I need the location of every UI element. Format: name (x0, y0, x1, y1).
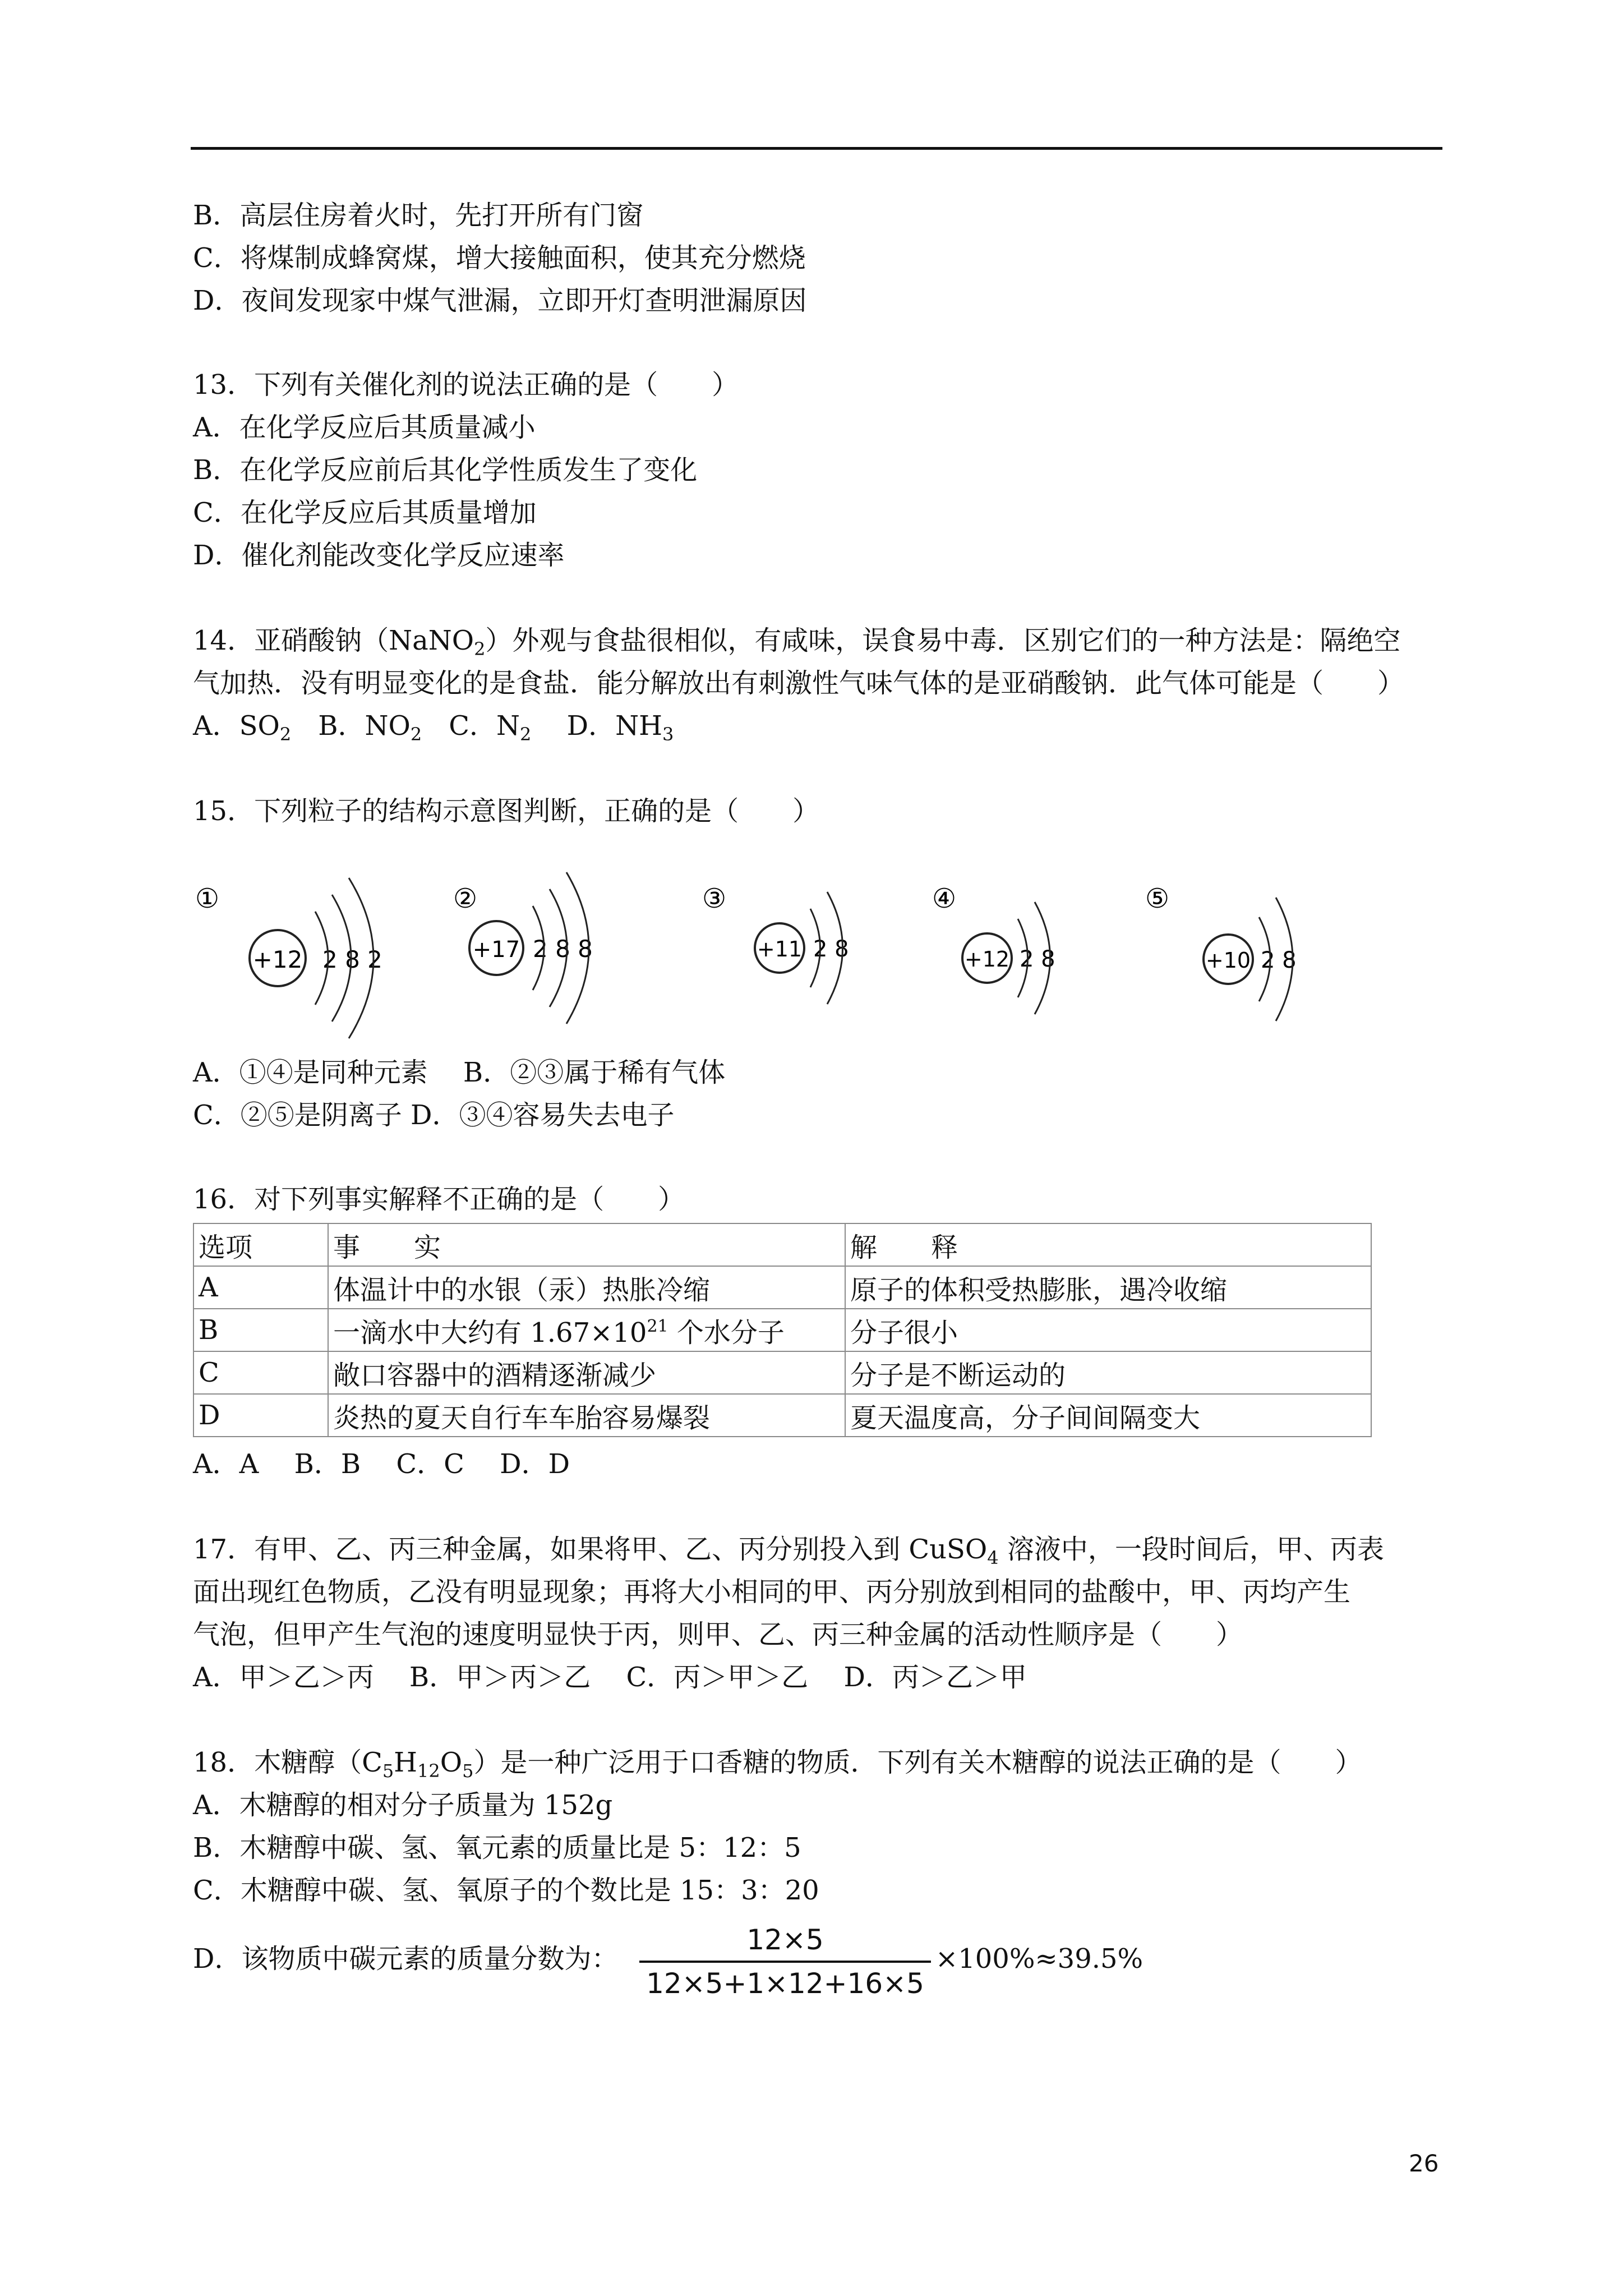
q17-stem-line1: 17．有甲、乙、丙三种金属，如果将甲、乙、丙分别投入到 CuSO$_4$ 溶液中，一段时间后，甲、丙表 (193, 1534, 1384, 1568)
q13-option-a: A．在化学反应后其质量减小 (193, 412, 536, 443)
header-option: 选项 (193, 1223, 328, 1266)
q14-stem-line1: 14．亚硝酸钠（NaNO$_2$）外观与食盐很相似，有咸味，误食易中毒．区别它们的一种方法是：隔绝空 (193, 625, 1401, 660)
row-option: C (193, 1351, 328, 1394)
atom-structure-diagrams (185, 864, 1363, 1049)
q13-stem: 13．下列有关催化剂的说法正确的是（ ） (193, 369, 739, 401)
atom-2-label: ② (453, 883, 478, 914)
atom-5-shells: 2 8 (1261, 947, 1297, 973)
q14-stem-line2: 气加热．没有明显变化的是食盐．能分解放出有刺激性气味气体的是亚硝酸钠．此气体可能是（ ） (193, 668, 1405, 699)
table-row (193, 1351, 1371, 1394)
q16-stem: 16．对下列事实解释不正确的是（ ） (193, 1184, 685, 1215)
atom-1-label: ① (195, 883, 220, 914)
q12-option-d: D．夜间发现家中煤气泄漏，立即开灯查明泄漏原因 (193, 285, 807, 316)
atom-diagram-3 (702, 883, 849, 1004)
row-fact: 炎热的夏天自行车车胎容易爆裂 (328, 1394, 845, 1437)
q18-fraction (639, 1921, 931, 2002)
row-reason: 夏天温度高，分子间间隔变大 (845, 1394, 1371, 1437)
atom-3-nucleus: +11 (757, 937, 803, 961)
atom-4-label: ④ (932, 883, 957, 914)
atom-1-nucleus: +12 (252, 946, 303, 973)
atom-2-nucleus: +17 (472, 937, 520, 963)
q12-option-c: C．将煤制成蜂窝煤，增大接触面积，使其充分燃烧 (193, 242, 806, 274)
header-rule (191, 147, 1442, 150)
header-fact: 事 实 (328, 1223, 845, 1266)
q14-options: A．$SO_2$ B．$NO_2$ C．$N_2$ D．$NH_3$ (193, 710, 674, 745)
atom-diagram-4 (932, 883, 1055, 1014)
table-header-row (193, 1223, 1371, 1266)
atom-3-label: ③ (702, 883, 727, 914)
header-reason: 解 释 (845, 1223, 1371, 1266)
q17-stem-line2: 面出现红色物质，乙没有明显现象；再将大小相同的甲、丙分别放到相同的盐酸中，甲、丙均产生 (193, 1576, 1351, 1608)
q18-option-c: C．木糖醇中碳、氢、氧原子的个数比是 15：3：20 (193, 1875, 819, 1906)
row-fact: 体温计中的水银（汞）热胀冷缩 (328, 1266, 845, 1309)
q17-stem-line3: 气泡，但甲产生气泡的速度明显快于丙，则甲、乙、丙三种金属的活动性顺序是（ ） (193, 1619, 1243, 1650)
q18-option-a: A．木糖醇的相对分子质量为 152g (193, 1789, 613, 1821)
q16-options: A．A B．B C．C D．D (193, 1448, 570, 1480)
q17-options: A．甲＞乙＞丙 B．甲＞丙＞乙 C．丙＞甲＞乙 D．丙＞乙＞甲 (193, 1662, 1027, 1693)
atom-diagram-5 (1145, 883, 1297, 1021)
atom-1-shells: 2 8 2 (322, 946, 382, 973)
atom-4-shells: 2 8 (1020, 946, 1055, 972)
q16-facts-table (193, 1223, 1372, 1437)
table-row (193, 1309, 1371, 1351)
fraction-numerator: 12×5 (746, 1924, 824, 1956)
atom-5-nucleus: +10 (1205, 948, 1251, 973)
row-fact: 一滴水中大约有 $1.67\times 10^{21}$ 个水分子 (328, 1309, 845, 1351)
q15-options-line2: C．②⑤是阴离子 D．③④容易失去电子 (193, 1099, 675, 1131)
q18-option-b: B．木糖醇中碳、氢、氧元素的质量比是 5：12：5 (193, 1832, 801, 1864)
table-row (193, 1394, 1371, 1437)
atom-2-shells: 2 8 8 (533, 935, 593, 963)
row-option: D (193, 1394, 328, 1437)
q18-stem: 18．木糖醇$(C_5H_{12}O_5)$是一种广泛用于口香糖的物质．下列有关木糖醇的说法正确的是（ ） (193, 1747, 1362, 1782)
atom-diagram-1 (195, 878, 382, 1038)
row-option: A (193, 1266, 328, 1309)
row-option: B (193, 1309, 328, 1351)
row-reason: 分子很小 (845, 1309, 1371, 1351)
q13-option-b: B．在化学反应前后其化学性质发生了变化 (193, 454, 698, 486)
row-reason: 分子是不断运动的 (845, 1351, 1371, 1394)
q13-option-d: D．催化剂能改变化学反应速率 (193, 540, 565, 571)
q15-options-line1: A．①④是同种元素 B．②③属于稀有气体 (193, 1057, 726, 1088)
atom-5-label: ⑤ (1145, 883, 1170, 914)
fraction-denominator: 12×5+1×12+16×5 (646, 1967, 924, 2000)
q13-option-c: C．在化学反应后其质量增加 (193, 497, 537, 528)
table-row (193, 1266, 1371, 1309)
q15-stem: 15．下列粒子的结构示意图判断，正确的是（ ） (193, 795, 820, 827)
q18-option-d-tail: ×100%≈39.5% (935, 1943, 1144, 1975)
page-number: 26 (1409, 2150, 1439, 2177)
q12-option-b: B．高层住房着火时，先打开所有门窗 (193, 200, 644, 231)
row-fact: 敞口容器中的酒精逐渐减少 (328, 1351, 845, 1394)
atom-4-nucleus: +12 (964, 947, 1010, 972)
q18-option-d-label: D．该物质中碳元素的质量分数为： (193, 1943, 619, 1975)
atom-3-shells: 2 8 (813, 936, 849, 962)
fraction-bar (639, 1961, 931, 1963)
row-reason: 原子的体积受热膨胀，遇冷收缩 (845, 1266, 1371, 1309)
atom-diagram-2 (453, 872, 593, 1024)
